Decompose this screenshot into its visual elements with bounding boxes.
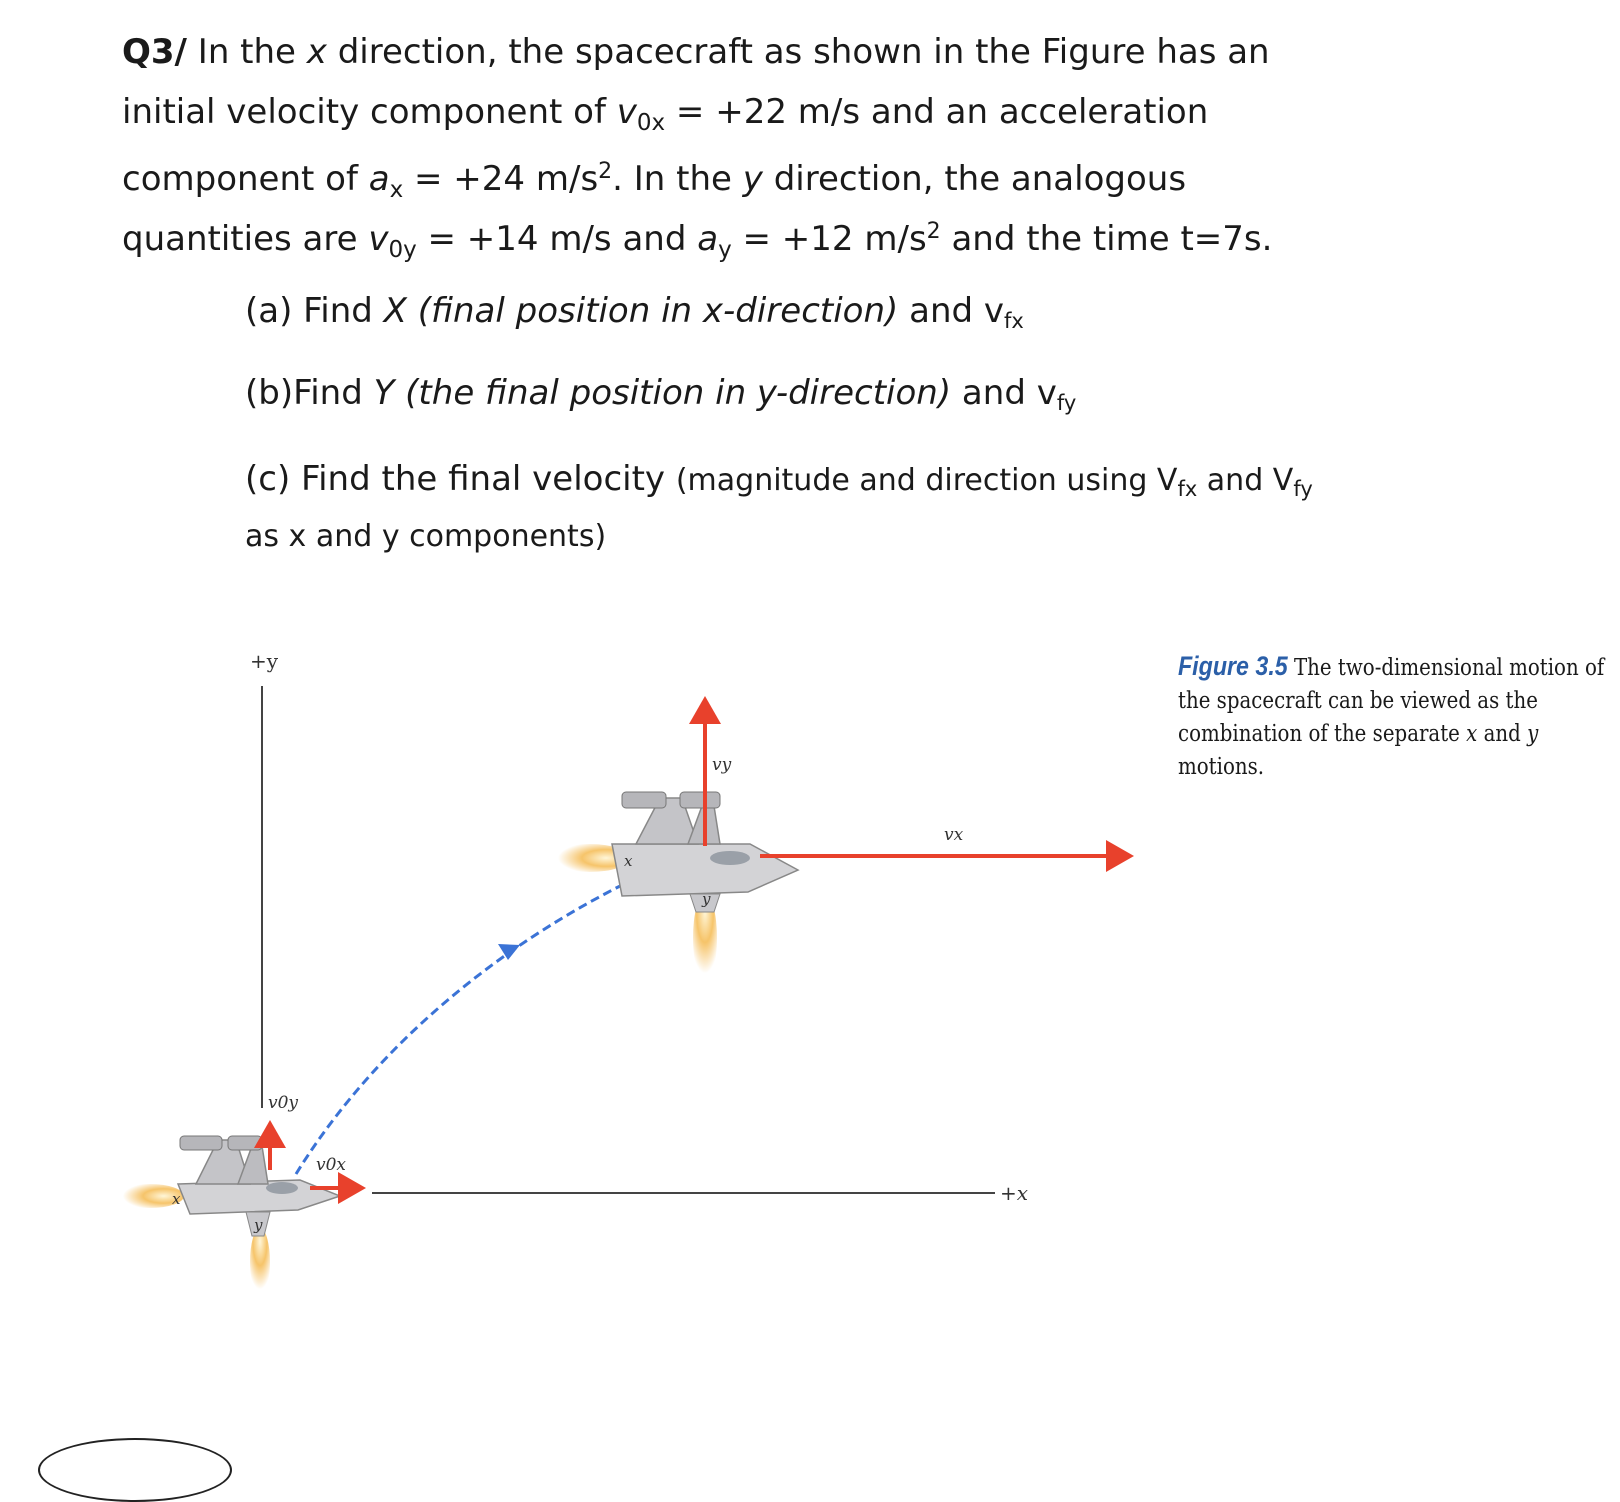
vx-label: vx (944, 825, 964, 845)
superscript: 2 (598, 159, 613, 184)
text: In the (197, 32, 307, 72)
text: and v (951, 373, 1057, 413)
text: quantities are (122, 219, 369, 259)
caption-text: and (1477, 721, 1528, 747)
subscript: x (389, 177, 404, 203)
text: . In the (612, 159, 743, 199)
v0y-label: v0y (268, 1093, 299, 1113)
var-v: v (368, 219, 389, 259)
text: (c) Find the final velocity (245, 459, 676, 499)
text: and V (1197, 463, 1294, 498)
subscript: fy (1056, 391, 1077, 415)
var-x: x (306, 32, 327, 72)
part-a (245, 288, 1024, 344)
text: = +12 m/s (731, 219, 927, 259)
subscript: y (718, 237, 732, 263)
caption-title: Figure 3.5 (1178, 651, 1288, 681)
text: (magnitude and direction using V (675, 463, 1178, 498)
part-b (245, 370, 1076, 426)
question-line-2 (122, 82, 1332, 142)
text: direction, the spacecraft as shown in the Figure has an (326, 32, 1270, 72)
x-axis-label: +x (1000, 1181, 1029, 1205)
figure-caption (1178, 650, 1608, 784)
text: initial velocity component of (122, 92, 617, 132)
text: = +22 m/s and an acceleration (665, 92, 1209, 132)
question-text (122, 22, 1332, 262)
var-a: a (697, 219, 719, 259)
v0x-label: v0x (316, 1155, 347, 1175)
x-shadow-label: x (624, 852, 633, 870)
var-a: a (368, 159, 390, 199)
subscript: fy (1293, 477, 1313, 501)
y-shadow-label: y (702, 890, 711, 908)
text: (b)Find (245, 373, 374, 413)
subscript: 0x (636, 110, 666, 136)
subscript: fx (1004, 309, 1024, 333)
caption-var-x: x (1466, 721, 1478, 747)
question-line-3 (122, 142, 1332, 202)
text: and the time t=7s. (940, 219, 1273, 259)
text: direction, the analogous (762, 159, 1187, 199)
y-shadow-label: y (254, 1216, 263, 1234)
caption-text: The two-dimensional motion of the spacecraft can be viewed as the combination of the separate (1178, 655, 1605, 747)
x-shadow-label: x (172, 1190, 181, 1208)
part-c (245, 456, 1313, 512)
vy-label: vy (712, 755, 732, 775)
var-v: v (616, 92, 637, 132)
text-italic: Y (the final position in y-direction) (373, 373, 952, 413)
question-label: Q3/ (122, 32, 187, 72)
var-y: y (742, 159, 763, 199)
speech-bubble-outline (38, 1438, 232, 1502)
spacecraft-final (550, 792, 798, 982)
question-line-1 (122, 22, 1332, 82)
text: component of (122, 159, 369, 199)
flame-bottom-icon (250, 1228, 270, 1296)
spacecraft-figure (0, 630, 1180, 1460)
text: and v (898, 291, 1004, 331)
caption-var-y: y (1527, 721, 1539, 747)
question-line-4 (122, 202, 1332, 262)
text-italic: X (final position in x-direction) (383, 291, 899, 331)
subscript: 0y (388, 237, 417, 263)
subscript: fx (1177, 477, 1198, 501)
text: (a) Find (245, 291, 384, 331)
text: = +24 m/s (403, 159, 599, 199)
superscript: 2 (926, 219, 941, 244)
trajectory-path (296, 880, 632, 1174)
text: = +14 m/s and (416, 219, 698, 259)
part-c-continued: as x and y components) (245, 519, 607, 554)
caption-text: motions. (1178, 754, 1265, 780)
y-axis-label: +y (250, 649, 279, 673)
